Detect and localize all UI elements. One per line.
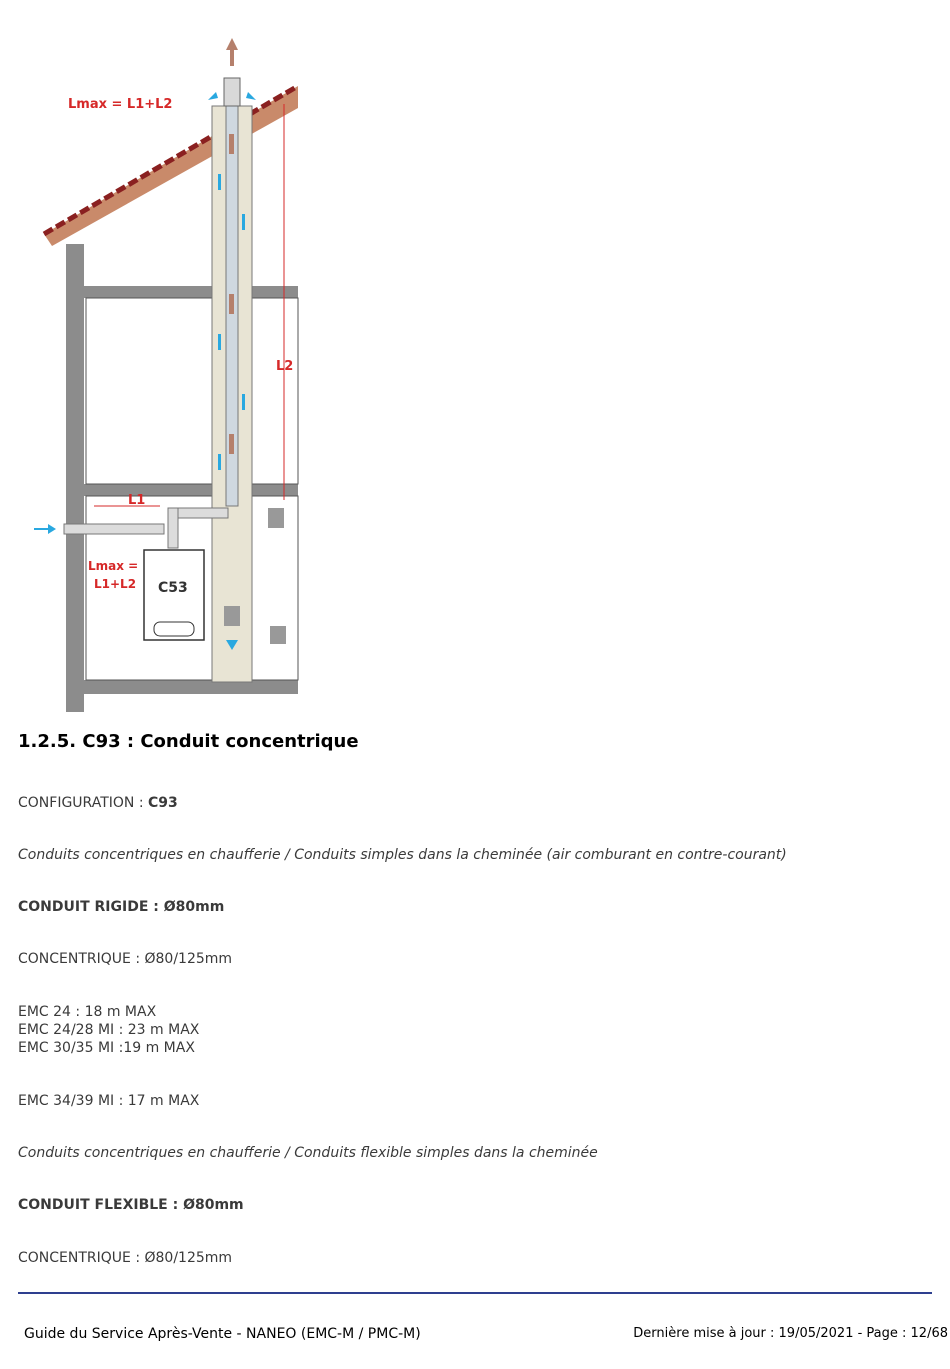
rigid-limit-1: EMC 24 : 18 m MAX	[18, 1004, 157, 1020]
chimney-terminal	[224, 78, 240, 106]
left-wall	[66, 244, 84, 712]
lmax-box-label-line2: L1+L2	[94, 577, 137, 591]
rigid-concentric: CONCENTRIQUE : Ø80/125mm	[18, 951, 233, 967]
l1-label: L1	[128, 493, 146, 508]
rigid-limit-extra: EMC 34/39 MI : 17 m MAX	[18, 1093, 200, 1109]
rigid-limit-2: EMC 24/28 MI : 23 m MAX	[18, 1022, 200, 1038]
air-intake-arrow-icon	[34, 524, 56, 534]
configuration-value: C93	[148, 795, 178, 811]
vent-upper	[268, 508, 284, 528]
c53-installation-diagram	[30, 34, 300, 714]
vent-lower	[270, 626, 286, 644]
flex-concentric: CONCENTRIQUE : Ø80/125mm	[18, 1250, 233, 1266]
floor-upper	[84, 286, 298, 298]
footer-divider	[18, 1292, 932, 1294]
configuration-label: CONFIGURATION :	[18, 795, 148, 811]
configuration-line	[18, 794, 178, 812]
floor-middle	[84, 484, 298, 496]
boiler-panel	[154, 622, 194, 636]
footer-page-info: Dernière mise à jour : 19/05/2021 - Page : 12/68	[633, 1326, 948, 1341]
lmax-top-label: Lmax = L1+L2	[68, 97, 173, 112]
floor-ground	[84, 680, 298, 694]
elbow-pipe	[168, 508, 178, 548]
rigid-limit-3: EMC 30/35 MI :19 m MAX	[18, 1040, 195, 1056]
exhaust-arrow-icon	[226, 38, 238, 66]
flex-intro: Conduits concentriques en chaufferie / Conduits flexible simples dans la cheminée	[18, 1145, 598, 1161]
horizontal-air-intake	[64, 524, 164, 534]
air-in-arrow-left-icon	[208, 92, 218, 100]
lmax-box-label-line1: Lmax =	[88, 559, 139, 573]
footer-guide-title: Guide du Service Après-Vente - NANEO (EMC-M / PMC-M)	[24, 1326, 421, 1342]
vent-chimney	[224, 606, 240, 626]
air-in-arrow-right-icon	[246, 92, 256, 100]
flex-heading: CONDUIT FLEXIBLE : Ø80mm	[18, 1197, 244, 1213]
l2-label: L2	[276, 359, 294, 374]
rigid-intro: Conduits concentriques en chaufferie / Conduits simples dans la cheminée (air comburant en contre-courant)	[18, 847, 787, 863]
upper-room	[86, 298, 298, 484]
rigid-heading: CONDUIT RIGIDE : Ø80mm	[18, 899, 225, 915]
section-title: 1.2.5. C93 : Conduit concentrique	[18, 731, 359, 752]
boiler-label: C53	[158, 580, 188, 596]
